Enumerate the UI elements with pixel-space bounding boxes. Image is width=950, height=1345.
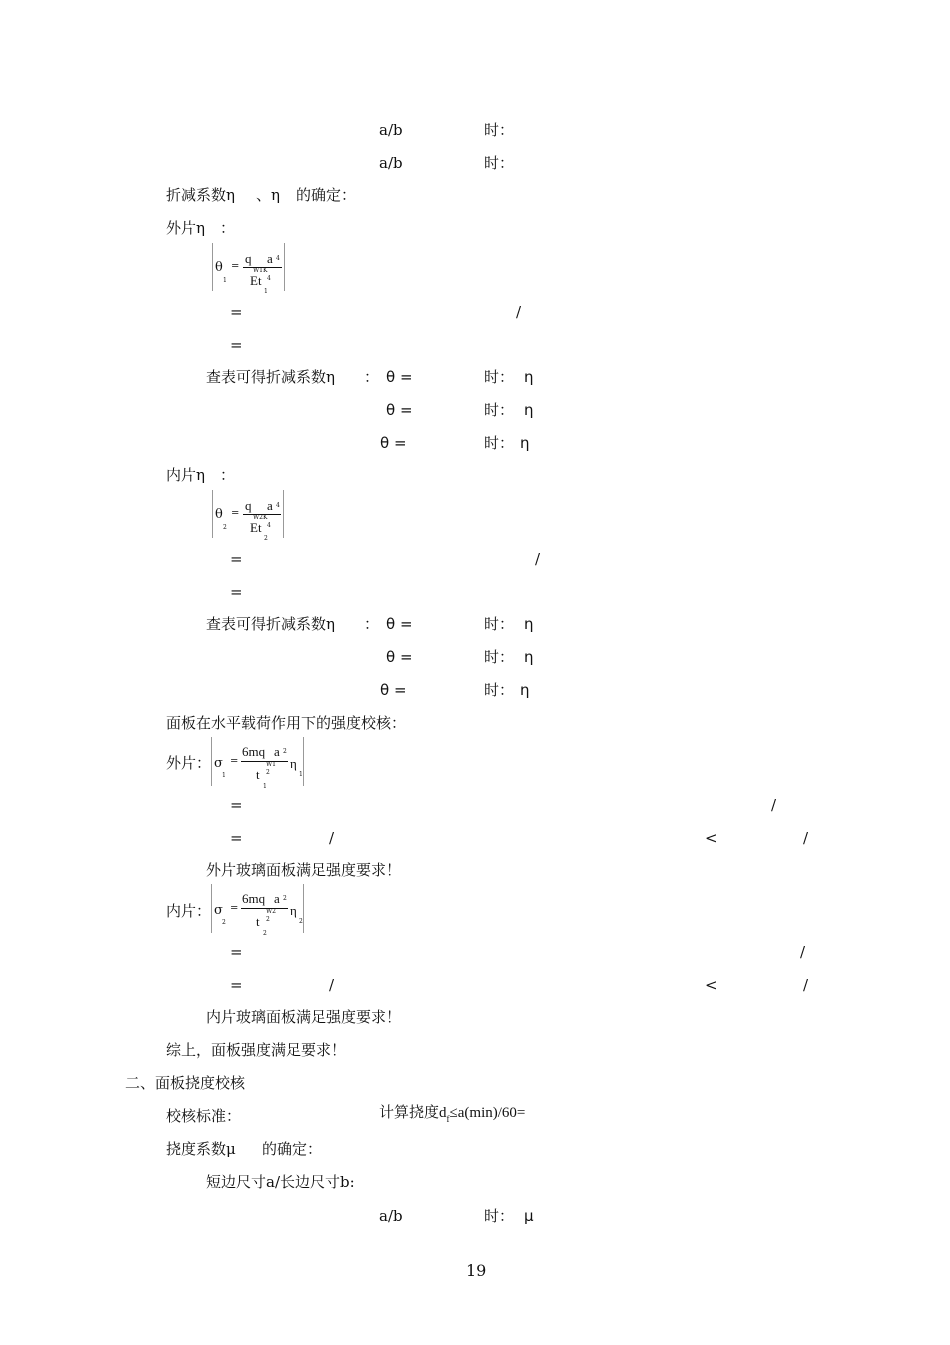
subscript: 2 xyxy=(263,930,267,937)
when-label: 时： xyxy=(484,615,515,633)
ratio-label: a/b xyxy=(379,1207,403,1225)
mu-symbol: μ xyxy=(524,1207,534,1225)
formula-bracket xyxy=(212,243,213,291)
sigma1-formula xyxy=(208,737,308,791)
sigma-symbol: σ xyxy=(214,903,223,918)
side-ratio-label: 短边尺寸a/长边尺寸b: xyxy=(206,1173,355,1191)
theta-value: θ = xyxy=(380,681,407,699)
section-heading: 二、面板挠度校核 xyxy=(125,1074,246,1092)
formula-bracket xyxy=(211,737,212,786)
equals-sign: = xyxy=(230,943,243,961)
superscript: 2 xyxy=(283,748,287,755)
superscript: 4 xyxy=(276,255,280,262)
when-label: 时： xyxy=(484,401,515,419)
theta-symbol: θ xyxy=(215,507,223,522)
equals-sign: = xyxy=(230,336,243,354)
criterion-label: 校核标准： xyxy=(166,1107,242,1125)
sigma2-formula xyxy=(208,884,308,938)
when-label: 时： xyxy=(484,121,515,139)
equals-sign: = xyxy=(231,261,240,272)
subscript: 1 xyxy=(264,288,268,295)
criterion-text: 计算挠度d xyxy=(379,1105,447,1121)
numerator: a xyxy=(267,251,273,266)
eta-symbol: η xyxy=(524,615,534,633)
equals-sign: = xyxy=(230,829,243,847)
strength-summary: 综上，面板强度满足要求！ xyxy=(166,1041,347,1059)
equals-sign: = xyxy=(230,303,243,321)
numerator: q xyxy=(245,251,252,266)
when-label: 时： xyxy=(484,368,515,386)
lookup-table-text: 查表可得折减系数η xyxy=(206,368,335,386)
theta1-formula xyxy=(210,243,290,293)
subscript: W2 xyxy=(266,908,276,915)
slash: / xyxy=(803,976,809,994)
subscript: 2 xyxy=(222,919,226,926)
numerator: 6mq xyxy=(242,744,266,759)
subscript: 2 xyxy=(299,918,303,925)
equals-sign: = xyxy=(230,756,239,767)
eta-symbol: η xyxy=(524,368,534,386)
reduction-coefficient-heading: 折减系数η xyxy=(166,186,235,204)
theta2-formula xyxy=(210,490,290,540)
eta-symbol: η xyxy=(520,434,530,452)
numerator: 6mq xyxy=(242,891,266,906)
formula-bracket xyxy=(212,490,213,538)
colon: ： xyxy=(220,219,236,237)
denominator: Et xyxy=(250,520,262,535)
equals-sign: = xyxy=(230,903,239,914)
slash: / xyxy=(800,943,806,961)
eta-symbol: η xyxy=(524,648,534,666)
superscript: 2 xyxy=(283,895,287,902)
formula-bracket xyxy=(211,884,212,933)
deflection-criterion xyxy=(379,1105,526,1124)
when-label: 时： xyxy=(484,648,515,666)
denominator: Et xyxy=(250,273,262,288)
fraction-line xyxy=(241,908,288,909)
eta-symbol: η xyxy=(290,756,297,771)
theta-value: θ = xyxy=(386,368,413,386)
ratio-label: a/b xyxy=(379,154,403,172)
slash: / xyxy=(803,829,809,847)
subscript: f xyxy=(446,1114,450,1124)
colon: ： xyxy=(220,466,236,484)
sigma-symbol: σ xyxy=(214,756,223,771)
fraction-line xyxy=(241,761,288,762)
reduction-coefficient-heading-part: 的确定： xyxy=(296,186,357,204)
equals-sign: = xyxy=(230,550,243,568)
eta-symbol: η xyxy=(524,401,534,419)
denominator: t xyxy=(256,767,260,782)
equals-sign: = xyxy=(230,796,243,814)
deflection-coefficient-heading-part: 的确定： xyxy=(262,1140,323,1158)
strength-check-heading: 面板在水平载荷作用下的强度校核： xyxy=(166,714,407,732)
slash: / xyxy=(535,550,541,568)
eta-symbol: η xyxy=(290,903,297,918)
slash: / xyxy=(329,829,335,847)
subscript: 1 xyxy=(222,772,226,779)
colon: ： xyxy=(364,368,380,386)
numerator: a xyxy=(274,891,280,906)
subscript: 1 xyxy=(299,771,303,778)
outer-strength-ok: 外片玻璃面板满足强度要求！ xyxy=(206,861,402,879)
ratio-label: a/b xyxy=(379,121,403,139)
less-than-sign: < xyxy=(705,976,718,994)
superscript: 4 xyxy=(267,275,271,282)
theta-value: θ = xyxy=(386,648,413,666)
subscript: 2 xyxy=(223,524,227,531)
formula-bracket xyxy=(284,243,285,291)
lookup-table-text: 查表可得折减系数η xyxy=(206,615,335,633)
superscript: 4 xyxy=(267,522,271,529)
when-label: 时： xyxy=(484,154,515,172)
subscript: W2K xyxy=(253,514,268,521)
subscript: W1K xyxy=(253,267,268,274)
superscript: 2 xyxy=(266,769,270,776)
inner-piece-label: 内片： xyxy=(166,902,212,920)
slash: / xyxy=(329,976,335,994)
subscript: 1 xyxy=(263,783,267,790)
when-label: 时： xyxy=(484,1207,515,1225)
eta-symbol: η xyxy=(520,681,530,699)
less-than-sign: < xyxy=(705,829,718,847)
equals-sign: = xyxy=(230,583,243,601)
formula-bracket xyxy=(283,490,284,538)
slash: / xyxy=(516,303,522,321)
equals-sign: = xyxy=(231,508,240,519)
numerator: a xyxy=(274,744,280,759)
numerator: a xyxy=(267,498,273,513)
theta-value: θ = xyxy=(386,401,413,419)
theta-symbol: θ xyxy=(215,260,223,275)
deflection-coefficient-heading: 挠度系数μ xyxy=(166,1140,236,1158)
subscript: W1 xyxy=(266,761,276,768)
colon: ： xyxy=(364,615,380,633)
denominator: t xyxy=(256,914,260,929)
inner-eta-label: 内片η xyxy=(166,466,205,484)
page-number: 19 xyxy=(466,1261,487,1280)
reduction-coefficient-heading-part: 、η xyxy=(256,186,280,204)
theta-value: θ = xyxy=(380,434,407,452)
numerator: q xyxy=(245,498,252,513)
outer-eta-label: 外片η xyxy=(166,219,205,237)
outer-piece-label: 外片： xyxy=(166,754,212,772)
subscript: 2 xyxy=(264,535,268,542)
equals-sign: = xyxy=(230,976,243,994)
theta-value: θ = xyxy=(386,615,413,633)
subscript: 1 xyxy=(223,277,227,284)
inner-strength-ok: 内片玻璃面板满足强度要求！ xyxy=(206,1008,402,1026)
slash: / xyxy=(771,796,777,814)
superscript: 2 xyxy=(266,916,270,923)
superscript: 4 xyxy=(276,502,280,509)
formula-bracket xyxy=(303,884,304,933)
when-label: 时： xyxy=(484,434,515,452)
formula-bracket xyxy=(303,737,304,786)
criterion-text: ≤a(min)/60= xyxy=(449,1105,526,1121)
when-label: 时： xyxy=(484,681,515,699)
